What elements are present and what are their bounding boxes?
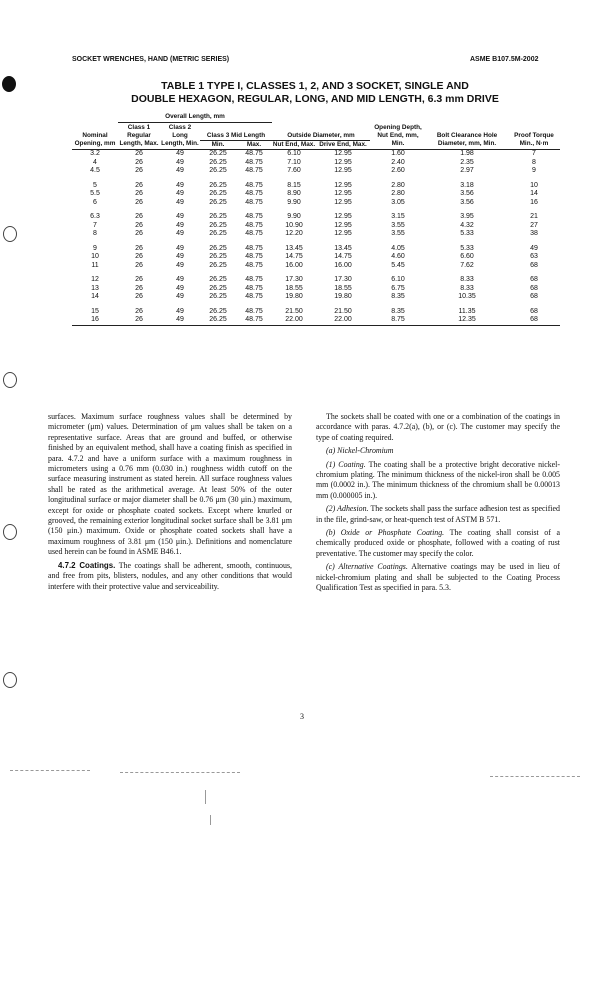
- table-row: [72, 159, 560, 168]
- table-cell: 9: [93, 244, 97, 252]
- binder-hole: [3, 524, 17, 540]
- table-row: [72, 308, 560, 317]
- table-cell: 12.95: [334, 198, 352, 206]
- table-cell: 10: [530, 181, 538, 189]
- table-cell: 49: [530, 244, 538, 252]
- table-cell: 12.95: [334, 150, 352, 157]
- table-row: [72, 222, 560, 231]
- paragraph-coatings: 4.7.2 Coatings. The coatings shall be adherent, smooth, continuous, and free from pits, blisters, nodules, and any other conditions that would interfere with their protective value and serviceability.: [48, 560, 292, 591]
- table-cell: 8.90: [287, 190, 301, 197]
- running-header-right: ASME B107.5M-2002: [470, 56, 539, 63]
- table-cell: 19.80: [334, 293, 352, 300]
- table-cell: 68: [530, 307, 538, 315]
- table-cell: 3.55: [391, 230, 405, 237]
- table-cell: 3.56: [460, 190, 474, 197]
- table-title-line1: TABLE 1 TYPE I, CLASSES 1, 2, AND 3 SOCKET, SINGLE AND: [161, 80, 469, 92]
- table-cell: 11.35: [458, 307, 476, 315]
- table-cell: 22.00: [316, 316, 370, 325]
- table-cell: 26.25: [209, 244, 227, 252]
- paragraph-alternative-coatings: (c) Alternative Coatings. Alternative coatings may be used in lieu of nickel-chromium plating and shall be subjected to the Coating Process Qualification Test as specified in para. 5.3.: [316, 562, 560, 593]
- table-cell: 4.60: [391, 253, 405, 260]
- table-cell: 26: [135, 190, 143, 197]
- table-cell: 8.15: [287, 181, 301, 189]
- table-cell: 38: [530, 230, 538, 237]
- table-cell: 13.45: [285, 244, 303, 252]
- table-cell: 5.5: [90, 190, 100, 197]
- binder-hole: [3, 372, 17, 388]
- table-cell: 26.25: [209, 167, 227, 174]
- table-cell: 26: [135, 221, 143, 229]
- table-row: [72, 285, 560, 294]
- table-cell: 26: [135, 198, 143, 206]
- table-cell: 10.35: [458, 293, 476, 300]
- table-cell: 7.10: [287, 158, 301, 166]
- table-cell: 10.90: [285, 221, 303, 229]
- table-cell: 3.2: [90, 150, 100, 157]
- table-cell: 68: [508, 316, 560, 325]
- table-cell: 68: [530, 276, 538, 283]
- table-cell: 26.25: [209, 293, 227, 300]
- binder-hole: [3, 672, 17, 688]
- table-cell: 5.33: [460, 244, 474, 252]
- table-cell: 12.95: [334, 181, 352, 189]
- table-cell: 48.75: [245, 284, 263, 292]
- scan-artifact: [10, 770, 90, 771]
- table-cell: 17.30: [285, 276, 303, 283]
- table-cell: 8: [532, 158, 536, 166]
- table-cell: 14.75: [285, 253, 303, 260]
- table-cell: 6.75: [391, 284, 405, 292]
- table-cell: 49: [176, 293, 184, 300]
- table-cell: 26: [135, 158, 143, 166]
- table-cell: 26.25: [200, 316, 236, 325]
- table-cell: 48.75: [245, 230, 263, 237]
- table-cell: 12.95: [334, 190, 352, 197]
- table-cell: 14.75: [334, 253, 352, 260]
- table-title: [72, 80, 558, 106]
- table-cell: 26: [135, 181, 143, 189]
- table-cell: 48.75: [245, 181, 263, 189]
- header-class3-group: [200, 123, 272, 150]
- header-class3: Class 3 Mid Length: [200, 132, 272, 141]
- table-cell: 26.25: [209, 261, 227, 269]
- table-cell: 26: [135, 150, 143, 157]
- table-cell: 49: [176, 284, 184, 292]
- table-cell: 26: [135, 307, 143, 315]
- table-cell: 2.40: [391, 158, 405, 166]
- table-cell: 6.3: [90, 213, 100, 220]
- table-cell: 22.00: [272, 316, 316, 325]
- table-cell: 48.75: [245, 307, 263, 315]
- table-cell: 3.05: [391, 198, 405, 206]
- header-drive-end: Drive End, Max.: [319, 141, 367, 148]
- table-cell: 6: [93, 198, 97, 206]
- header-nut-end: Nut End, Max.: [272, 141, 316, 148]
- table-cell: 63: [530, 253, 538, 260]
- table-cell: 49: [176, 158, 184, 166]
- table-row: [72, 245, 560, 254]
- table-cell: 12: [91, 276, 99, 283]
- header-class2: Class 2 Long Length, Min.: [160, 123, 200, 150]
- table-cell: 12.95: [334, 221, 352, 229]
- header-class3-min: Min.: [211, 141, 225, 148]
- table-cell: 49: [176, 244, 184, 252]
- table-cell: 16: [530, 198, 538, 206]
- table-cell: 9.90: [287, 198, 301, 206]
- table-cell: 49: [176, 213, 184, 220]
- table-cell: 68: [530, 261, 538, 269]
- table-cell: 68: [530, 293, 538, 300]
- paragraph-oxide-phosphate: (b) Oxide or Phosphate Coating. The coating shall consist of a chemically produced oxide or phosphate, followed with a coating of rust preventative. The customer may specify the color.: [316, 528, 560, 558]
- table-cell: 3.56: [460, 198, 474, 206]
- table-cell: 9.90: [287, 213, 301, 220]
- header-nominal-opening: Nominal Opening, mm: [72, 123, 118, 150]
- table-cell: 12.35: [426, 316, 508, 325]
- table-cell: 3.95: [460, 213, 474, 220]
- table-cell: 26: [135, 293, 143, 300]
- table-cell: 26: [135, 261, 143, 269]
- table-cell: 26.25: [209, 276, 227, 283]
- header-class3-max: Max.: [246, 141, 262, 148]
- table-cell: 49: [176, 167, 184, 174]
- table-cell: 49: [176, 150, 184, 157]
- body-column-left: [48, 412, 292, 595]
- table-cell: 49: [176, 261, 184, 269]
- table-cell: 26: [135, 230, 143, 237]
- header-class1: Class 1 Regular Length, Max.: [118, 123, 160, 150]
- table-cell: 12.95: [334, 230, 352, 237]
- table-cell: 4.32: [460, 221, 474, 229]
- table-cell: 15: [91, 307, 99, 315]
- table-cell: 49: [176, 198, 184, 206]
- table-cell: 2.80: [391, 190, 405, 197]
- table-cell: 21.50: [334, 307, 352, 315]
- table-cell: 17.30: [334, 276, 352, 283]
- paragraph-coating-spec: (1) Coating. The coating shall be a protective bright decorative nickel-chromium plating. The minimum thickness of the nickel-iron shall be 0.005 mm (0.0002 in.). The minimum thickness of the chromium shall be 0.00013 mm (0.000005 in.).: [316, 459, 561, 500]
- scan-artifact: [120, 772, 240, 773]
- table-cell: 16: [72, 316, 118, 325]
- table-cell: 48.75: [245, 190, 263, 197]
- header-overall-length: Overall Length, mm: [118, 112, 272, 123]
- table-row: [72, 190, 560, 199]
- table-cell: 4.05: [391, 244, 405, 252]
- paragraph-coating-intro: The sockets shall be coated with one or a combination of the coatings in accordance with paras. 4.7.2(a), (b), or (c). The customer may specify the type of coating required.: [316, 412, 560, 442]
- table-cell: 6.10: [391, 276, 405, 283]
- table-cell: 49: [160, 316, 200, 325]
- table-cell: 6.60: [460, 253, 474, 260]
- table-cell: 48.75: [245, 198, 263, 206]
- table-cell: 5.33: [460, 230, 474, 237]
- table-cell: 8.35: [391, 293, 405, 300]
- table-cell: 8.75: [370, 316, 426, 325]
- table-cell: 26.25: [209, 158, 227, 166]
- table-cell: 14: [530, 190, 538, 197]
- table-cell: 48.75: [245, 150, 263, 157]
- table-cell: 18.55: [285, 284, 303, 292]
- table-cell: 11: [91, 261, 99, 269]
- table-cell: 26: [135, 276, 143, 283]
- table-cell: 2.35: [460, 158, 474, 166]
- header-outside-diameter-group: [272, 123, 370, 150]
- table-cell: 19.80: [285, 293, 303, 300]
- table-cell: 48.75: [236, 316, 272, 325]
- table-cell: 26: [135, 244, 143, 252]
- table-cell: 48.75: [245, 293, 263, 300]
- table-cell: 26: [135, 167, 143, 174]
- page-number: 3: [300, 712, 304, 721]
- table-cell: 7.60: [287, 167, 301, 174]
- scan-artifact: [210, 815, 211, 825]
- table-cell: 48.75: [245, 244, 263, 252]
- table-cell: 6.10: [287, 150, 301, 157]
- table-cell: 49: [176, 230, 184, 237]
- header-opening-depth: Opening Depth, Nut End, mm, Min.: [370, 123, 426, 150]
- table-cell: 12.95: [334, 213, 352, 220]
- table-cell: 10: [91, 253, 99, 260]
- table-cell: 49: [176, 221, 184, 229]
- table-cell: 49: [176, 276, 184, 283]
- socket-dimensions-table: [72, 112, 560, 326]
- table-cell: 7: [93, 221, 97, 229]
- running-header-left: SOCKET WRENCHES, HAND (METRIC SERIES): [72, 56, 230, 63]
- table-cell: 26: [135, 213, 143, 220]
- table-cell: 49: [176, 253, 184, 260]
- table-body: [72, 150, 560, 326]
- table-row: [72, 167, 560, 176]
- table-cell: 14: [91, 293, 99, 300]
- binder-hole-mark: [2, 76, 16, 92]
- table-cell: 13: [91, 284, 99, 292]
- table-cell: 26: [135, 253, 143, 260]
- table-cell: 26.25: [209, 150, 227, 157]
- table-cell: 26.25: [209, 198, 227, 206]
- table-cell: 26.25: [209, 190, 227, 197]
- header-outside-diameter: Outside Diameter, mm: [272, 132, 370, 141]
- table-cell: 5.45: [391, 261, 405, 269]
- table-cell: 16.00: [334, 261, 352, 269]
- table-cell: 5: [93, 181, 97, 189]
- subsection-nickel-chromium: (a) Nickel-Chromium: [326, 446, 394, 456]
- table-cell: 48.75: [245, 213, 263, 220]
- table-row: [72, 253, 560, 262]
- table-cell: 48.75: [245, 253, 263, 260]
- table-cell: 26.25: [209, 213, 227, 220]
- table-cell: 2.97: [460, 167, 474, 174]
- table-cell: 1.60: [391, 150, 405, 157]
- table-row: [72, 262, 560, 271]
- table-cell: 26.25: [209, 221, 227, 229]
- header-proof-torque: Proof Torque Min., N·m: [508, 123, 560, 150]
- table-cell: 13.45: [334, 244, 352, 252]
- table-cell: 26.25: [209, 230, 227, 237]
- table-cell: 49: [176, 181, 184, 189]
- header-bolt-clearance: Bolt Clearance Hole Diameter, mm, Min.: [426, 123, 508, 150]
- table-row: [72, 230, 560, 239]
- table-cell: 48.75: [245, 221, 263, 229]
- table-cell: 8: [93, 230, 97, 237]
- table-cell: 48.75: [245, 261, 263, 269]
- table-cell: 48.75: [245, 276, 263, 283]
- table-cell: 7.62: [460, 261, 474, 269]
- table-cell: 26.25: [209, 181, 227, 189]
- table-cell: 3.15: [391, 213, 405, 220]
- table-cell: 4.5: [90, 167, 100, 174]
- table-row: [72, 293, 560, 302]
- table-cell: 21.50: [285, 307, 303, 315]
- scan-artifact: [490, 776, 580, 777]
- paragraph-adhesion: (2) Adhesion. The sockets shall pass the surface adhesion test as specified in the file, grind-saw, or heat-quench test of ASTM B 571.: [316, 504, 560, 524]
- paragraph-surface-roughness: surfaces. Maximum surface roughness values shall be determined by micrometer (μm) values. Determination of μm values shall be taken on a representative surface. Areas that are ground and buffed, or otherwise finished by an equivalent method, shall have a coating finish as specified in para. 4.7.2 and have a uniform surface with a maximum roughness in micrometers using a 0.76 mm (0.030 in.) roughness width cutoff on the surface measuring instrument as stated herein. All surface roughness values shall be rated as the arithmetical average. At least 50% of the outer longitudinal surface or major diameter shall be 0.76 μm (30 μin.) maximum, except for oxide or phosphate coated sockets. Except where knurled or grooved, the remaining exterior longitudinal socket surface shall be 3.81 μm (150 μin.) maximum. Oxide or phosphate coated sockets shall have a maximum roughness of 3.81 μm (150 μin.). Definitions and nomenclature used herein can be found in ASME B46.1.: [48, 412, 292, 557]
- table-row: [72, 316, 560, 325]
- scan-artifact: [205, 790, 206, 804]
- table-cell: 48.75: [245, 167, 263, 174]
- table-cell: 2.60: [391, 167, 405, 174]
- binder-hole: [3, 226, 17, 242]
- table-cell: 8.35: [391, 307, 405, 315]
- table-cell: 26.25: [209, 253, 227, 260]
- table-cell: 12.20: [285, 230, 303, 237]
- table-row: [72, 213, 560, 222]
- table-cell: 8.33: [460, 276, 474, 283]
- table-cell: 26: [135, 284, 143, 292]
- table-cell: 2.80: [391, 181, 405, 189]
- table-cell: 9: [532, 167, 536, 174]
- table-cell: 3.18: [460, 181, 474, 189]
- table-cell: 12.95: [334, 158, 352, 166]
- table-row: [72, 276, 560, 285]
- table-cell: 27: [530, 221, 538, 229]
- table-title-line2: DOUBLE HEXAGON, REGULAR, LONG, AND MID LENGTH, 6.3 mm DRIVE: [131, 93, 499, 105]
- table-row: [72, 182, 560, 191]
- table-cell: 8.33: [460, 284, 474, 292]
- table-row: [72, 150, 560, 159]
- table-cell: 48.75: [245, 158, 263, 166]
- table-cell: 1.98: [460, 150, 474, 157]
- table-cell: 49: [176, 190, 184, 197]
- table-cell: 26: [118, 316, 160, 325]
- table-cell: 4: [93, 158, 97, 166]
- table-cell: 21: [530, 213, 538, 220]
- table-cell: 3.55: [391, 221, 405, 229]
- table-cell: 26.25: [209, 284, 227, 292]
- table-cell: 49: [176, 307, 184, 315]
- table-cell: 18.55: [334, 284, 352, 292]
- table-cell: 7: [532, 150, 536, 157]
- section-heading-coatings: 4.7.2 Coatings.: [58, 560, 116, 570]
- table-cell: 16.00: [285, 261, 303, 269]
- body-column-right: [316, 412, 560, 597]
- table-cell: 12.95: [334, 167, 352, 174]
- table-cell: 68: [530, 284, 538, 292]
- table-cell: 26.25: [209, 307, 227, 315]
- table-row: [72, 199, 560, 208]
